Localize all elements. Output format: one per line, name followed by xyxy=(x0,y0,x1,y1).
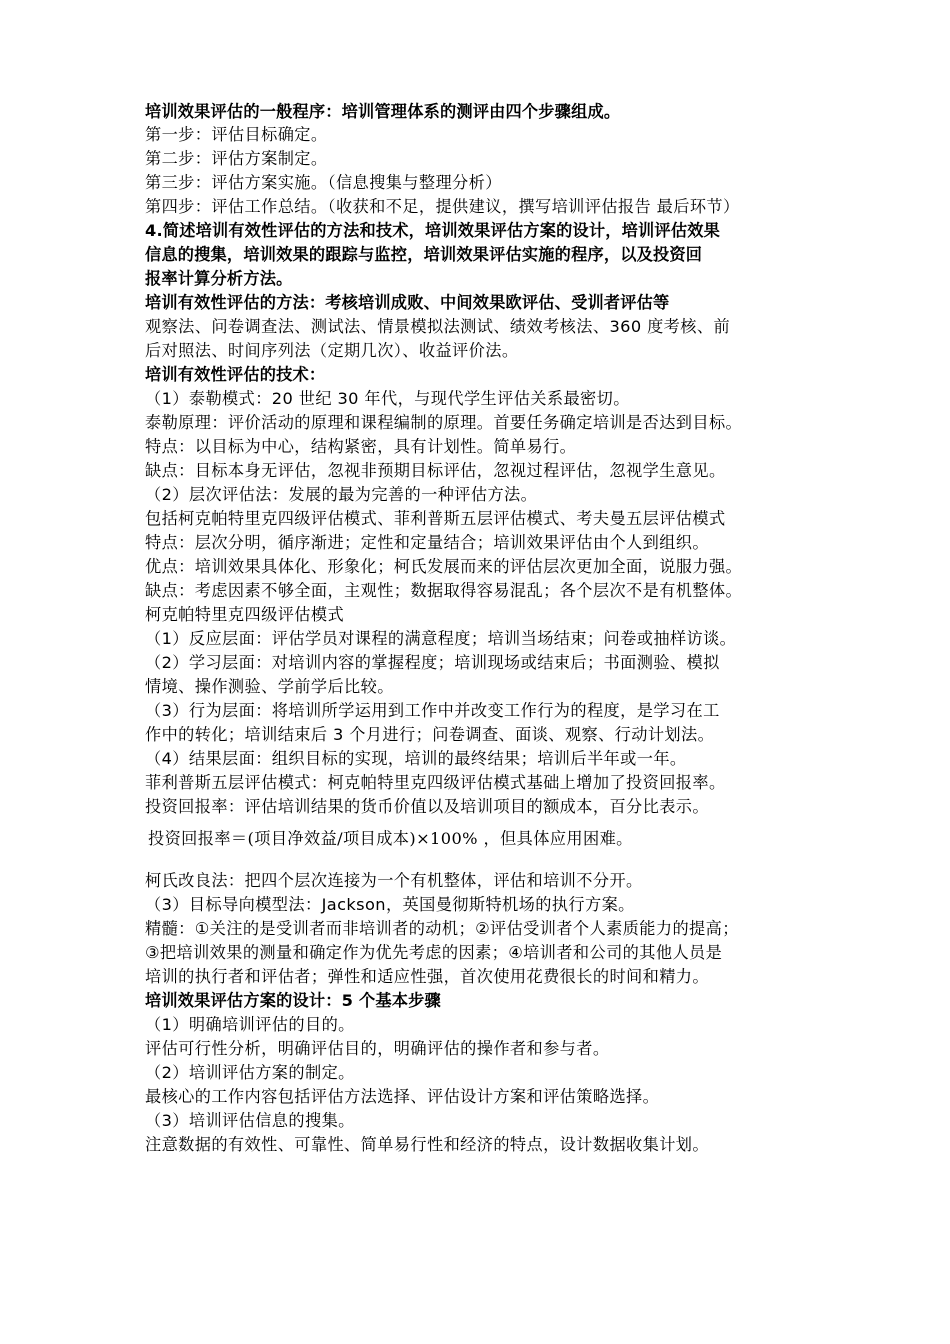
text-line: 缺点：考虑因素不够全面，主观性；数据取得容易混乱；各个层次不是有机整体。 xyxy=(145,581,743,600)
text-line: （2）培训评估方案的制定。 xyxy=(145,1063,355,1082)
text-line: （1）明确培训评估的目的。 xyxy=(145,1015,355,1034)
text-line: （3）行为层面：将培训所学运用到工作中并改变工作行为的程度，是学习在工 xyxy=(145,701,720,720)
text-line: 第三步：评估方案实施。（信息搜集与整理分析） xyxy=(145,173,502,192)
text-line: 柯氏改良法：把四个层次连接为一个有机整体，评估和培训不分开。 xyxy=(145,871,643,890)
text-line: 情境、操作测验、学前学后比较。 xyxy=(145,677,394,696)
text-line: 培训的执行者和评估者；弹性和适应性强，首次使用花费很长的时间和精力。 xyxy=(145,967,709,986)
text-line: 注意数据的有效性、可靠性、简单易行性和经济的特点，设计数据收集计划。 xyxy=(145,1135,709,1154)
text-line: 特点：层次分明，循序渐进；定性和定量结合；培训效果评估由个人到组织。 xyxy=(145,533,709,552)
heading-line: 培训效果评估方案的设计：5 个基本步骤 xyxy=(145,991,441,1010)
text-line: ③把培训效果的测量和确定作为优先考虑的因素；④培训者和公司的其他人员是 xyxy=(145,943,723,962)
text-line: 观察法、问卷调查法、测试法、情景模拟法测试、绩效考核法、360 度考核、前 xyxy=(145,317,731,336)
text-line: 柯克帕特里克四级评估模式 xyxy=(145,605,345,624)
text-line: 最核心的工作内容包括评估方法选择、评估设计方案和评估策略选择。 xyxy=(145,1087,660,1106)
text-line: （3）培训评估信息的搜集。 xyxy=(145,1111,355,1130)
text-line: 第二步：评估方案制定。 xyxy=(145,149,328,168)
text-line: （4）结果层面：组织目标的实现，培训的最终结果；培训后半年或一年。 xyxy=(145,749,687,768)
heading-line: 培训有效性评估的技术： xyxy=(145,365,326,384)
text-line: （1）反应层面：评估学员对课程的满意程度；培训当场结束；问卷或抽样访谈。 xyxy=(145,629,737,648)
formula-line: 投资回报率＝(项目净效益/项目成本)×100% ，但具体应用困难。 xyxy=(148,829,633,848)
text-line: 泰勒原理：评价活动的原理和课程编制的原理。首要任务确定培训是否达到目标。 xyxy=(145,413,743,432)
text-line: （2）学习层面：对培训内容的掌握程度；培训现场或结束后；书面测验、模拟 xyxy=(145,653,720,672)
text-line: 缺点：目标本身无评估，忽视非预期目标评估，忽视过程评估，忽视学生意见。 xyxy=(145,461,726,480)
heading-line: 培训效果评估的一般程序：培训管理体系的测评由四个步骤组成。 xyxy=(145,102,621,121)
heading-line: 4.简述培训有效性评估的方法和技术，培训效果评估方案的设计，培训评估效果 xyxy=(145,221,720,240)
text-line: （2）层次评估法：发展的最为完善的一种评估方法。 xyxy=(145,485,538,504)
text-line: 优点：培训效果具体化、形象化；柯氏发展而来的评估层次更加全面，说服力强。 xyxy=(145,557,743,576)
heading-line: 信息的搜集，培训效果的跟踪与监控，培训效果评估实施的程序，以及投资回 xyxy=(145,245,703,264)
heading-line: 培训有效性评估的方法：考核培训成败、中间效果欧评估、受训者评估等 xyxy=(145,293,670,312)
text-line: 作中的转化；培训结束后 3 个月进行；问卷调查、面谈、观察、行动计划法。 xyxy=(145,725,715,744)
text-line: （3）目标导向模型法：Jackson，英国曼彻斯特机场的执行方案。 xyxy=(145,895,635,914)
text-line: 评估可行性分析，明确评估目的，明确评估的操作者和参与者。 xyxy=(145,1039,610,1058)
text-line: 精髓：①关注的是受训者而非培训者的动机；②评估受训者个人素质能力的提高； xyxy=(145,919,739,938)
text-line: 后对照法、时间序列法（定期几次）、收益评价法。 xyxy=(145,341,519,360)
text-line: 投资回报率：评估培训结果的货币价值以及培训项目的额成本，百分比表示。 xyxy=(145,797,709,816)
text-line: （1）泰勒模式：20 世纪 30 年代，与现代学生评估关系最密切。 xyxy=(145,389,630,408)
text-line: 包括柯克帕特里克四级评估模式、菲利普斯五层评估模式、考夫曼五层评估模式 xyxy=(145,509,726,528)
text-line: 第四步：评估工作总结。（收获和不足，提供建议，撰写培训评估报告 最后环节） xyxy=(145,197,740,216)
text-line: 第一步：评估目标确定。 xyxy=(145,125,328,144)
heading-line: 报率计算分析方法。 xyxy=(145,269,293,288)
text-line: 菲利普斯五层评估模式：柯克帕特里克四级评估模式基础上增加了投资回报率。 xyxy=(145,773,726,792)
text-line: 特点：以目标为中心，结构紧密，具有计划性。简单易行。 xyxy=(145,437,577,456)
